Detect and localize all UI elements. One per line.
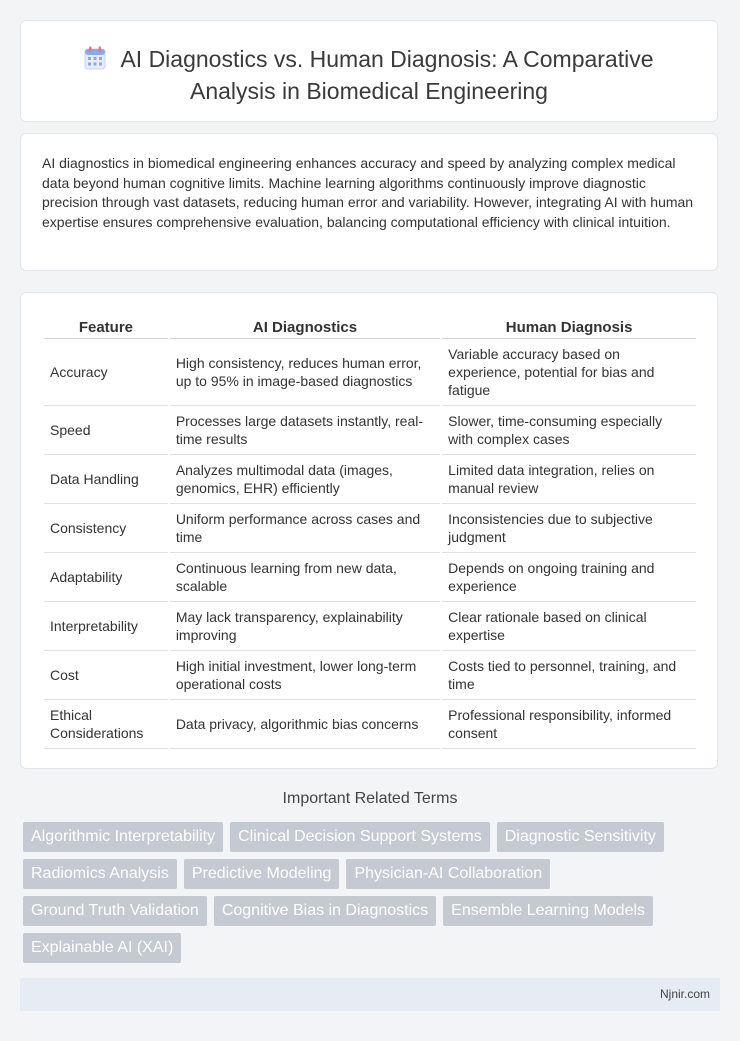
cell-feature: Speed	[44, 406, 168, 455]
cell-human: Depends on ongoing training and experience	[442, 553, 696, 602]
table-row	[44, 339, 696, 406]
cell-ai: Data privacy, algorithmic bias concerns	[170, 700, 440, 749]
cell-ai: Processes large datasets instantly, real-time results	[170, 406, 440, 455]
cell-ai: Analyzes multimodal data (images, genomics, EHR) efficiently	[170, 455, 440, 504]
cell-ai: High consistency, reduces human error, up to 95% in image-based diagnostics	[170, 339, 440, 406]
table-row	[44, 651, 696, 700]
table-row	[44, 553, 696, 602]
cell-ai: Uniform performance across cases and time	[170, 504, 440, 553]
cell-feature: Accuracy	[44, 339, 168, 406]
table-row	[44, 504, 696, 553]
cell-human: Inconsistencies due to subjective judgment	[442, 504, 696, 553]
cell-human: Costs tied to personnel, training, and time	[442, 651, 696, 700]
cell-feature: Adaptability	[44, 553, 168, 602]
comparison-table-card	[20, 292, 718, 769]
cell-human: Slower, time-consuming especially with complex cases	[442, 406, 696, 455]
cell-feature: Interpretability	[44, 602, 168, 651]
cell-ai: High initial investment, lower long-term operational costs	[170, 651, 440, 700]
related-terms-heading: Important Related Terms	[282, 790, 458, 807]
term-tag[interactable]: Cognitive Bias in Diagnostics	[214, 896, 436, 926]
cell-ai: Continuous learning from new data, scalable	[170, 553, 440, 602]
footer	[20, 978, 720, 1011]
comparison-table	[42, 316, 698, 749]
term-tag[interactable]: Algorithmic Interpretability	[23, 822, 223, 852]
table-row	[44, 406, 696, 455]
table-header-row	[44, 316, 696, 339]
term-tag[interactable]: Clinical Decision Support Systems	[230, 822, 490, 852]
intro-paragraph: AI diagnostics in biomedical engineering enhances accuracy and speed by analyzing complex medical data beyond human cognitive limits. Machine learning algorithms continuously improve diagnostic precision through vast datasets, reducing human error and variability. However, integrating AI with human expertise ensures comprehensive evaluation, balancing computational efficiency with clinical intuition.	[42, 155, 694, 230]
cell-feature: Consistency	[44, 504, 168, 553]
cell-human: Professional responsibility, informed consent	[442, 700, 696, 749]
table-row	[44, 700, 696, 749]
header-ai-diagnostics: AI Diagnostics	[170, 316, 440, 339]
term-tag[interactable]: Ensemble Learning Models	[443, 896, 653, 926]
cell-human: Limited data integration, relies on manual review	[442, 455, 696, 504]
term-tag[interactable]: Radiomics Analysis	[23, 859, 177, 889]
term-tag[interactable]: Physician-AI Collaboration	[346, 859, 550, 889]
term-tag[interactable]: Ground Truth Validation	[23, 896, 207, 926]
table-row	[44, 602, 696, 651]
cell-feature: Ethical Considerations	[44, 700, 168, 749]
calendar-icon	[84, 46, 106, 77]
intro-card	[20, 133, 718, 271]
cell-ai: May lack transparency, explainability improving	[170, 602, 440, 651]
title-card	[20, 20, 718, 122]
header-feature: Feature	[44, 316, 168, 339]
page-title	[21, 45, 717, 106]
table-row	[44, 455, 696, 504]
term-tag[interactable]: Predictive Modeling	[184, 859, 340, 889]
header-human-diagnosis: Human Diagnosis	[442, 316, 696, 339]
cell-feature: Data Handling	[44, 455, 168, 504]
cell-feature: Cost	[44, 651, 168, 700]
footer-site-link[interactable]: Njnir.com	[659, 987, 710, 1001]
term-tag[interactable]: Explainable AI (XAI)	[23, 933, 181, 963]
title-line-2: Analysis in Biomedical Engineering	[190, 78, 548, 104]
cell-human: Clear rationale based on clinical expertise	[442, 602, 696, 651]
related-terms-list	[23, 822, 723, 963]
title-line-1: AI Diagnostics vs. Human Diagnosis: A Comparative	[120, 46, 654, 72]
term-tag[interactable]: Diagnostic Sensitivity	[497, 822, 664, 852]
cell-human: Variable accuracy based on experience, potential for bias and fatigue	[442, 339, 696, 406]
